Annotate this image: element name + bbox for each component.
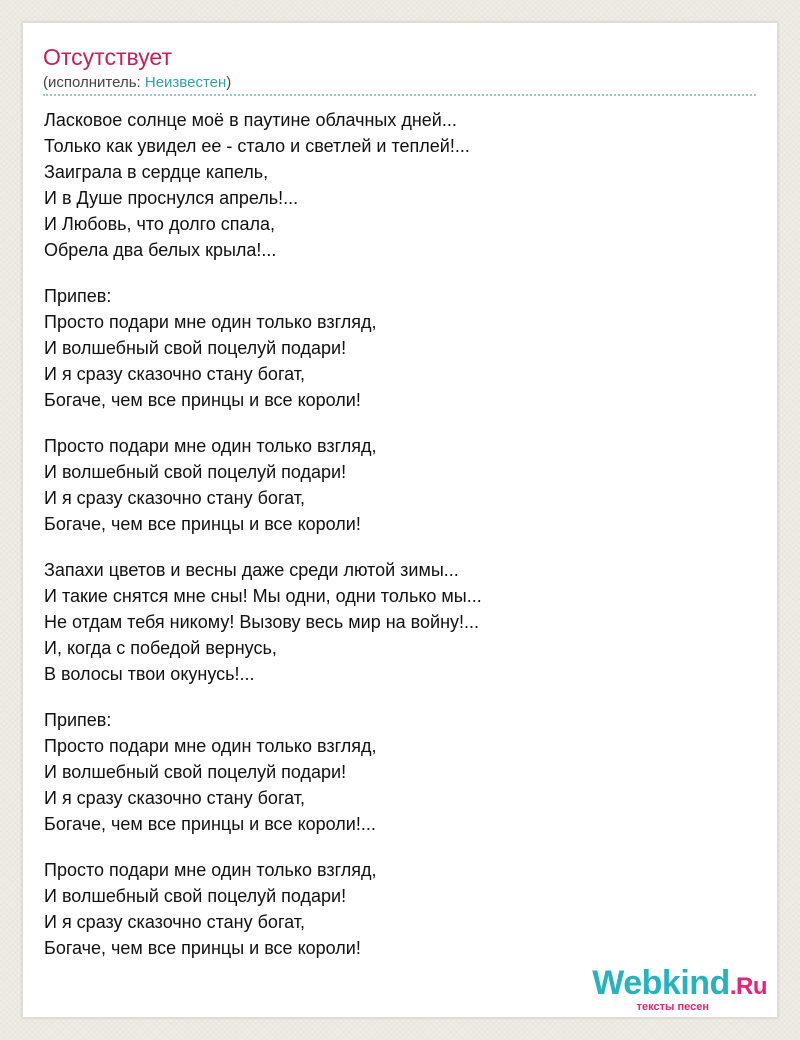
lyric-line: И я сразу сказочно стану богат, [44,788,305,808]
lyric-line: Богаче, чем все принцы и все короли! [44,514,361,534]
lyric-line: Заиграла в сердце капель, [44,162,269,182]
title-divider [43,94,756,96]
stanza-gap [44,837,744,857]
lyric-line: Не отдам тебя никому! Вызову весь мир на войну!... [44,612,480,632]
lyric-line: И я сразу сказочно стану богат, [44,364,305,384]
lyric-line: Богаче, чем все принцы и все короли!... [44,814,376,834]
lyric-line: Просто подари мне один только взгляд, [44,736,377,756]
lyric-line: Обрела два белых крыла!... [44,240,277,260]
lyric-line: Богаче, чем все принцы и все короли! [44,938,361,958]
stanza-gap [44,263,744,283]
artist-link[interactable]: Неизвестен [144,74,227,91]
lyrics-text [44,107,744,961]
lyric-line: Только как увидел ее - стало и светлей и теплей!... [44,136,470,156]
logo-tld: .Ru [729,973,767,1000]
logo-subtitle: тексты песен [636,1001,709,1013]
site-logo[interactable] [592,965,767,1013]
lyric-line: И волшебный свой поцелуй подари! [44,886,347,906]
lyric-line: Запахи цветов и весны даже среди лютой зимы... [44,560,459,580]
artist-suffix: ) [226,74,232,91]
artist-line [43,74,231,92]
lyric-line: И Любовь, что долго спала, [44,214,276,234]
lyric-line: И волшебный свой поцелуй подари! [44,762,347,782]
lyric-line: Просто подари мне один только взгляд, [44,312,377,332]
lyric-line: И в Душе проснулся апрель!... [44,188,299,208]
artist-prefix: (исполнитель: [43,74,145,91]
stanza-gap [44,687,744,707]
lyric-line: Ласковое солнце моё в паутине облачных дней... [44,110,457,130]
lyrics-card [22,22,778,1018]
lyric-line: И, когда с победой вернусь, [44,638,277,658]
lyric-line: И волшебный свой поцелуй подари! [44,462,347,482]
logo-word: Webkind [592,964,730,1002]
lyric-line: И волшебный свой поцелуй подари! [44,338,347,358]
stanza-gap [44,413,744,433]
song-title: Отсутствует [43,44,172,70]
stanza-gap [44,537,744,557]
lyric-line: И такие снятся мне сны! Мы одни, одни только мы... [44,586,482,606]
lyric-line: Просто подари мне один только взгляд, [44,436,377,456]
lyric-line: И я сразу сказочно стану богат, [44,488,305,508]
lyric-line: Припев: [44,286,112,306]
lyric-line: Просто подари мне один только взгляд, [44,860,377,880]
lyric-line: Припев: [44,710,112,730]
lyric-line: В волосы твои окунусь!... [44,664,255,684]
lyric-line: И я сразу сказочно стану богат, [44,912,305,932]
logo-main [592,965,767,1005]
lyric-line: Богаче, чем все принцы и все короли! [44,390,361,410]
